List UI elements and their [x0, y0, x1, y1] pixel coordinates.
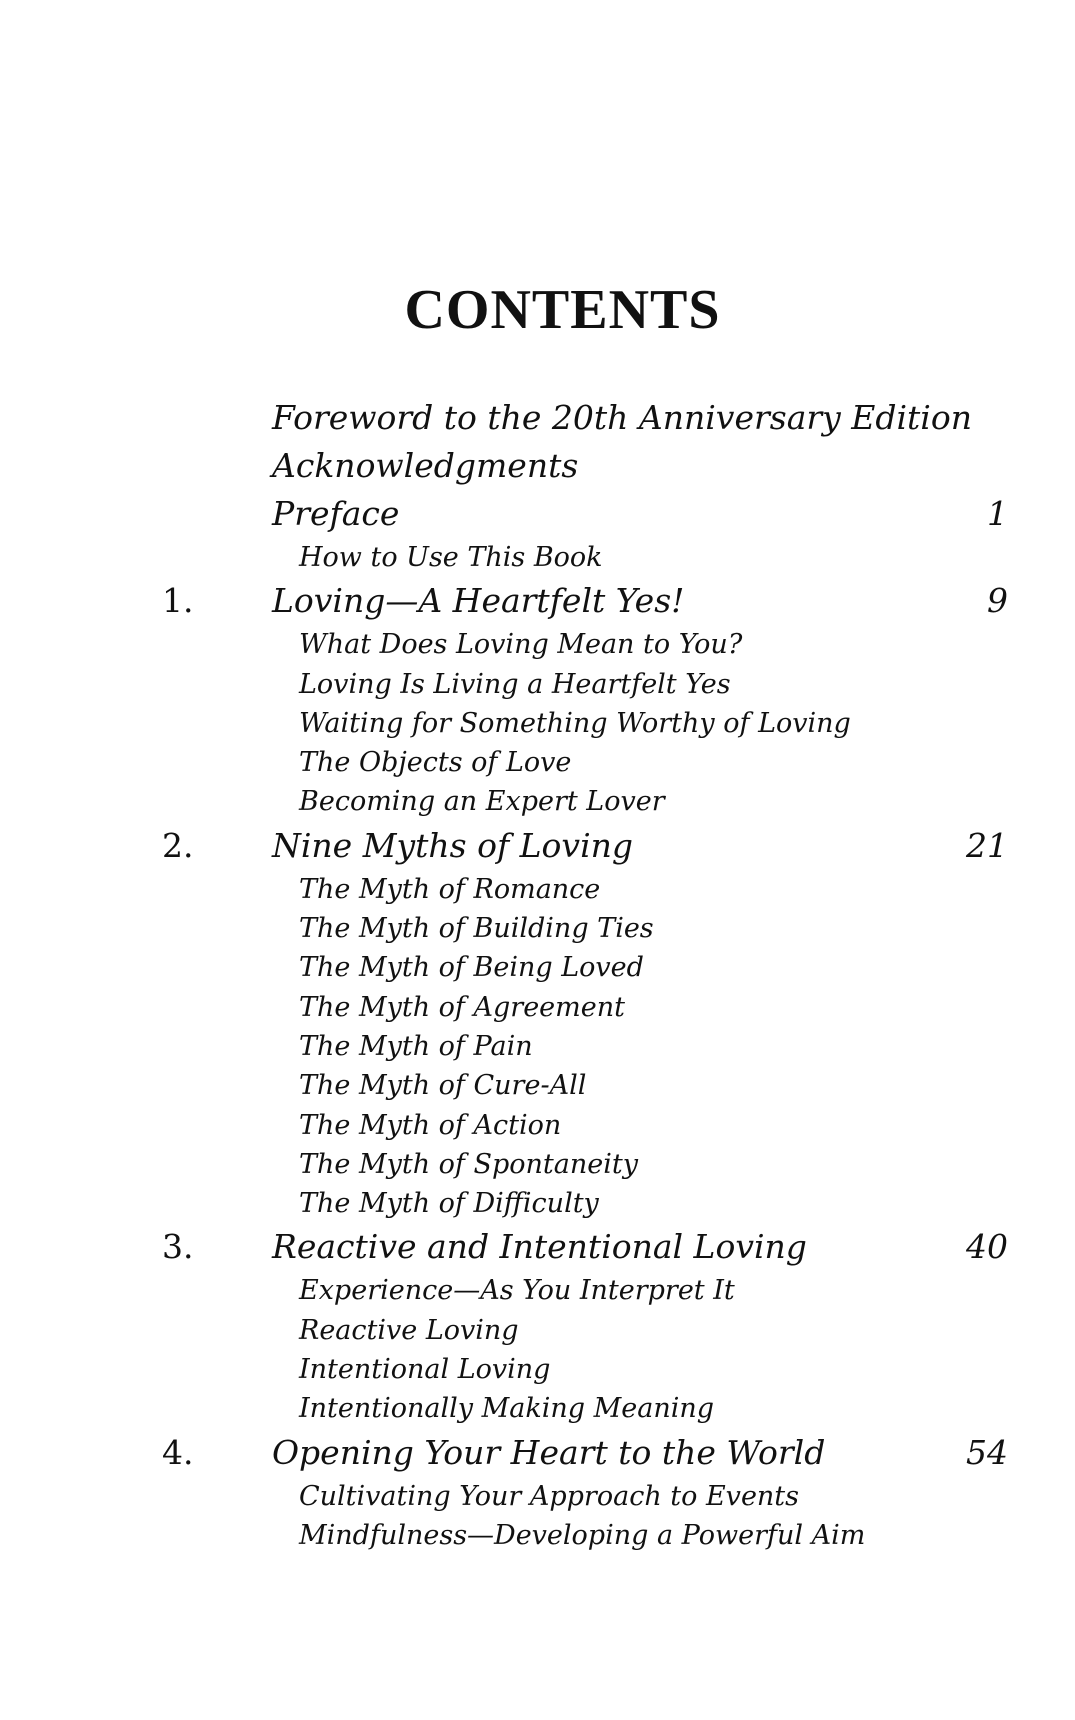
chapter-title: Nine Myths of Loving: [272, 825, 634, 865]
chapter-number: 4.: [162, 1432, 194, 1472]
section-title: Mindfulness—Developing a Powerful Aim: [299, 1519, 866, 1551]
toc-section-entry[interactable]: [0, 1479, 1075, 1518]
section-title: Experience—As You Interpret It: [299, 1275, 735, 1307]
toc-section-entry[interactable]: [0, 1108, 1075, 1147]
chapter-number: 1.: [162, 581, 194, 621]
chapter-title: Preface: [272, 494, 400, 533]
section-title: Intentionally Making Meaning: [299, 1393, 715, 1425]
section-title: The Myth of Spontaneity: [299, 1148, 638, 1180]
chapter-title: Reactive and Intentional Loving: [272, 1227, 807, 1267]
toc-chapter-entry[interactable]: [0, 579, 1075, 627]
toc-section-entry[interactable]: [0, 706, 1075, 745]
toc-section-entry[interactable]: [0, 1147, 1075, 1186]
toc-chapter-entry[interactable]: [0, 492, 1075, 540]
chapter-title: Foreword to the 20th Anniversary Edition: [272, 398, 972, 437]
chapter-title: Acknowledgments: [272, 446, 579, 485]
toc-section-entry[interactable]: [0, 1068, 1075, 1107]
toc-section-entry[interactable]: [0, 1273, 1075, 1312]
section-title: The Myth of Being Loved: [299, 952, 644, 984]
section-title: How to Use This Book: [299, 542, 603, 573]
toc-section-entry[interactable]: [0, 745, 1075, 784]
section-title: Becoming an Expert Lover: [299, 786, 665, 818]
toc-chapter-entry[interactable]: [0, 396, 1075, 444]
page-title: CONTENTS: [404, 279, 721, 341]
page-number: 54: [966, 1432, 1008, 1472]
toc-section-entry[interactable]: [0, 1518, 1075, 1557]
section-title: Intentional Loving: [299, 1354, 551, 1386]
section-title: The Myth of Pain: [299, 1030, 533, 1062]
chapter-title: Opening Your Heart to the World: [272, 1432, 826, 1472]
toc-chapter-entry[interactable]: [0, 824, 1075, 872]
chapter-title: Loving—A Heartfelt Yes!: [272, 581, 685, 621]
section-title: Reactive Loving: [299, 1314, 519, 1346]
toc-section-entry[interactable]: [0, 990, 1075, 1029]
toc-section-entry[interactable]: [0, 1352, 1075, 1391]
chapter-number: 2.: [162, 825, 194, 865]
toc-chapter-entry[interactable]: [0, 444, 1075, 492]
section-title: The Myth of Difficulty: [299, 1188, 599, 1220]
toc-section-entry[interactable]: [0, 1391, 1075, 1430]
section-title: The Myth of Cure-All: [299, 1070, 587, 1102]
toc-section-entry[interactable]: [0, 1313, 1075, 1352]
toc-section-entry[interactable]: [0, 784, 1075, 823]
page-number: 9: [987, 581, 1008, 621]
table-of-contents: [0, 396, 1075, 1557]
chapter-number: 3.: [162, 1227, 194, 1267]
toc-section-entry[interactable]: [0, 667, 1075, 706]
toc-section-entry[interactable]: [0, 1029, 1075, 1068]
toc-section-entry[interactable]: [0, 1186, 1075, 1225]
section-title: Cultivating Your Approach to Events: [299, 1480, 800, 1512]
page-number: 1: [987, 494, 1008, 533]
toc-section-entry[interactable]: [0, 627, 1075, 666]
section-title: The Myth of Building Ties: [299, 913, 654, 945]
section-title: The Objects of Love: [299, 747, 572, 779]
page-number: 40: [966, 1227, 1008, 1267]
page-number: 21: [966, 825, 1008, 865]
section-title: Loving Is Living a Heartfelt Yes: [299, 668, 731, 700]
section-title: The Myth of Agreement: [299, 991, 625, 1023]
toc-chapter-entry[interactable]: [0, 1431, 1075, 1479]
toc-section-entry[interactable]: [0, 540, 1075, 579]
toc-section-entry[interactable]: [0, 911, 1075, 950]
section-title: Waiting for Something Worthy of Loving: [299, 707, 851, 739]
section-title: The Myth of Romance: [299, 873, 601, 905]
toc-section-entry[interactable]: [0, 872, 1075, 911]
toc-chapter-entry[interactable]: [0, 1225, 1075, 1273]
toc-section-entry[interactable]: [0, 950, 1075, 989]
section-title: What Does Loving Mean to You?: [299, 629, 743, 661]
section-title: The Myth of Action: [299, 1109, 562, 1141]
